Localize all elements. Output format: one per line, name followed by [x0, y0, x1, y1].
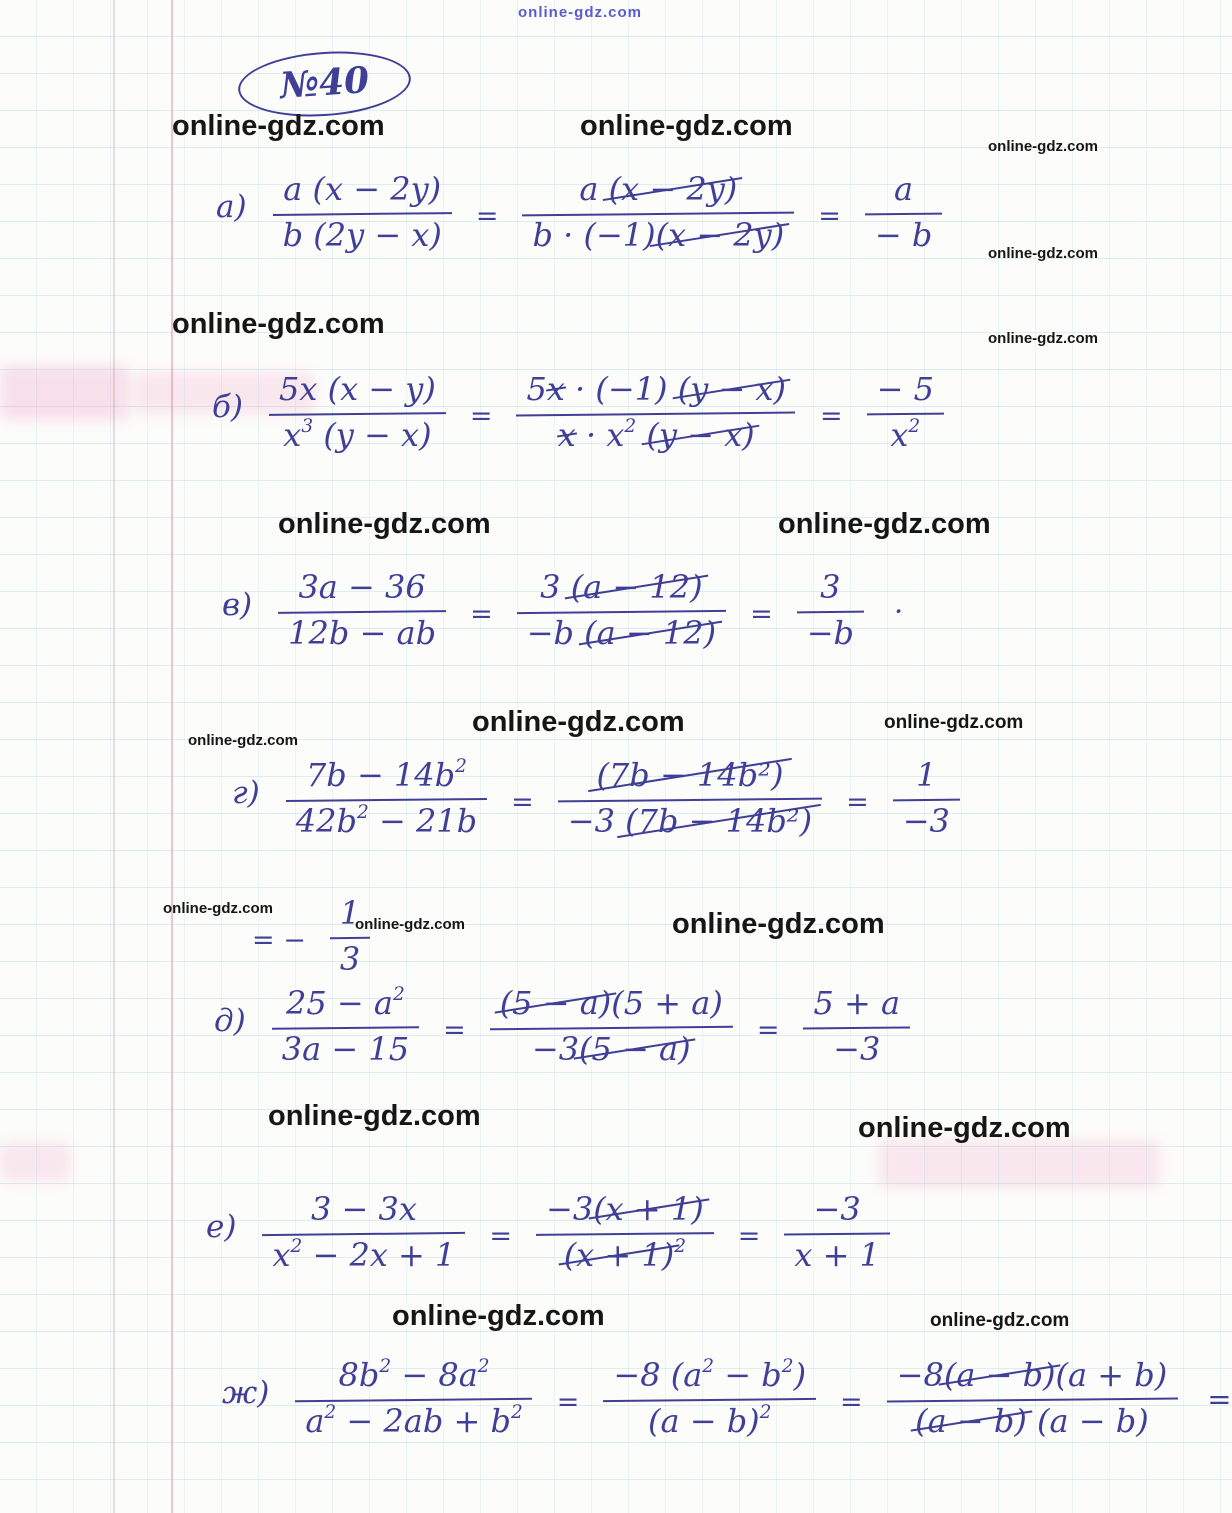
numerator — [906, 758, 946, 794]
term: 2 — [781, 1356, 794, 1377]
equals-sign: = — [818, 201, 841, 233]
cancelled-term: (a − b) — [943, 1356, 1056, 1394]
cancelled-term: (a − 12) — [584, 613, 717, 652]
problem-number: №40 — [236, 46, 413, 122]
term: −3 — [813, 1190, 861, 1228]
term: − 2ab + b — [336, 1401, 511, 1440]
watermark: online-gdz.com — [858, 1112, 1071, 1144]
denominator — [522, 215, 794, 254]
watermark: online-gdz.com — [518, 4, 642, 21]
numerator — [269, 372, 446, 408]
denominator — [273, 415, 441, 454]
equation-row — [222, 1358, 1232, 1440]
problem-label: а) — [216, 188, 247, 225]
term: −3 — [546, 1190, 594, 1228]
fraction — [603, 1358, 816, 1440]
problem-label: б) — [212, 388, 244, 425]
numerator — [867, 372, 944, 408]
term: − 2x + 1 — [302, 1235, 456, 1274]
numerator — [804, 1192, 871, 1228]
term: − 21b — [368, 801, 478, 840]
fraction-bar — [867, 412, 944, 415]
cancelled-term: x — [557, 415, 576, 454]
term — [636, 416, 646, 454]
denominator — [272, 1029, 419, 1068]
term: 8b — [338, 1356, 380, 1394]
fraction — [286, 758, 487, 840]
term: 2 — [455, 756, 467, 777]
denominator — [558, 801, 822, 840]
denominator — [554, 1235, 696, 1274]
watermark: online-gdz.com — [172, 308, 385, 340]
term: 2 — [702, 1356, 715, 1377]
denominator — [517, 613, 726, 652]
denominator — [278, 613, 446, 652]
term: 25 − a — [286, 984, 393, 1022]
watermark: online-gdz.com — [392, 1300, 605, 1332]
term: 1 — [916, 756, 937, 794]
problem-label: ж) — [222, 1374, 270, 1411]
term: 2 — [674, 1235, 687, 1257]
equals-sign: = — [475, 201, 499, 233]
term: a (x − 2y) — [283, 170, 442, 208]
term: 2 — [392, 984, 405, 1005]
equals-sign: = — [756, 1015, 780, 1047]
watermark: online-gdz.com — [472, 706, 685, 738]
fraction — [295, 1358, 532, 1440]
numerator — [887, 1358, 1178, 1394]
ink-bleed-smudge — [0, 365, 130, 420]
fraction — [490, 986, 733, 1068]
term: 2 — [356, 801, 369, 823]
fraction-bar — [893, 798, 960, 801]
cancelled-term: x — [546, 370, 565, 408]
denominator — [893, 801, 960, 840]
cancelled-term: (x − 2y) — [608, 170, 738, 208]
paper-crease-line — [113, 0, 115, 1513]
cancelled-term: (7b − 14b²) — [596, 756, 784, 794]
cancelled-term: (a − 12) — [570, 568, 703, 606]
equals-sign: = — [846, 787, 869, 819]
numerator — [569, 172, 747, 208]
ink-bleed-smudge — [878, 1140, 1161, 1188]
term: − b — [714, 1356, 782, 1394]
term: − 5 — [876, 370, 934, 408]
denominator — [273, 215, 452, 254]
term: ) — [793, 1356, 807, 1394]
numerator — [530, 570, 712, 606]
notebook-margin-line — [171, 0, 173, 1513]
equation-row — [222, 570, 903, 652]
term: a — [894, 170, 914, 208]
term: 2 — [324, 1401, 337, 1423]
fraction — [887, 1358, 1178, 1440]
watermark: online-gdz.com — [580, 110, 793, 142]
equation-row — [232, 758, 960, 840]
term: −3 — [833, 1029, 881, 1068]
denominator — [295, 1401, 532, 1440]
term: 2 — [477, 1356, 490, 1377]
term: (y − x) — [313, 415, 432, 454]
numerator — [288, 570, 435, 606]
term: 2 — [624, 415, 637, 437]
term: 5x (x − y) — [279, 370, 436, 408]
equals-sign: = — [470, 599, 493, 631]
cancelled-term: (x + 1) — [563, 1235, 675, 1274]
trailing-mark: = — [1207, 1381, 1232, 1416]
numerator — [273, 172, 451, 208]
denominator — [880, 415, 930, 454]
numerator — [803, 986, 910, 1022]
denominator — [905, 1401, 1159, 1440]
term: (5 + a) — [611, 984, 723, 1022]
term: 3a − 36 — [298, 568, 426, 606]
watermark: online-gdz.com — [163, 900, 273, 917]
numerator — [329, 1358, 500, 1394]
denominator — [330, 939, 370, 978]
ink-bleed-smudge — [0, 1142, 70, 1182]
term: a — [579, 170, 609, 208]
term: 2 — [908, 415, 921, 437]
problem-label: д) — [214, 1002, 246, 1039]
trailing-mark: · — [894, 593, 904, 628]
watermark: online-gdz.com — [172, 110, 385, 142]
equals-sign: = — [489, 1221, 513, 1253]
denominator — [522, 1029, 701, 1068]
term: 12b − ab — [288, 613, 437, 652]
fraction — [516, 372, 795, 454]
denominator — [286, 801, 487, 840]
equals-sign: = — [750, 599, 773, 631]
denominator — [262, 1235, 465, 1274]
watermark: online-gdz.com — [672, 908, 885, 940]
fraction-bar — [330, 937, 370, 939]
fraction — [865, 172, 942, 254]
equals-sign: = — [819, 401, 843, 433]
term: −3 — [567, 801, 626, 840]
term: − b — [874, 215, 933, 254]
cancelled-term: (7b − 14b²) — [625, 801, 813, 840]
term: −b — [806, 613, 854, 652]
cancelled-term: (x − 2y) — [655, 215, 785, 254]
fraction-bar — [803, 1026, 910, 1029]
term: −8 — [896, 1356, 944, 1394]
equation-row — [214, 986, 910, 1068]
fraction — [522, 172, 794, 254]
equation-row — [206, 1192, 890, 1274]
term: 5 — [526, 370, 547, 408]
equation-row — [216, 172, 942, 254]
watermark: online-gdz.com — [268, 1100, 481, 1132]
fraction — [272, 986, 419, 1068]
equals-sign: = — [469, 401, 493, 433]
term: − 8a — [391, 1356, 478, 1394]
numerator — [884, 172, 923, 208]
fraction — [867, 372, 944, 454]
term: 42b — [295, 801, 357, 840]
term: −8 (a — [613, 1356, 703, 1394]
problem-label: г) — [232, 774, 260, 811]
numerator — [516, 372, 795, 408]
term: (a + b) — [1055, 1356, 1168, 1394]
term: x — [890, 415, 909, 454]
equals-sign: = — [511, 787, 534, 819]
term: b · (−1) — [532, 215, 656, 254]
cancelled-term: (y − x) — [646, 415, 755, 454]
term: 3 — [820, 568, 841, 606]
equals-sign: = — [443, 1015, 466, 1047]
term: · x — [575, 415, 625, 454]
term: −b — [526, 613, 585, 652]
problem-label: е) — [206, 1208, 237, 1245]
denominator — [548, 415, 765, 454]
term: x — [283, 415, 302, 454]
watermark: online-gdz.com — [778, 508, 991, 540]
denominator — [638, 1401, 782, 1440]
fraction — [536, 1192, 714, 1274]
fraction — [784, 1192, 890, 1274]
problem-label: в) — [222, 586, 253, 623]
cancelled-term: (5 − a) — [579, 1029, 691, 1068]
numerator — [276, 986, 415, 1022]
term: 3 — [540, 568, 571, 606]
denominator — [823, 1029, 890, 1068]
cancelled-term: (5 − a) — [499, 984, 612, 1022]
equation-row — [252, 896, 370, 978]
numerator — [296, 758, 477, 794]
numerator — [810, 570, 850, 606]
term: 3 — [339, 939, 361, 978]
denominator — [865, 215, 942, 254]
term: 3a − 15 — [281, 1029, 410, 1068]
term: 2 — [290, 1235, 303, 1257]
watermark: online-gdz.com — [988, 330, 1098, 347]
term: (a − b) — [647, 1401, 760, 1440]
fraction — [558, 758, 822, 840]
fraction — [893, 758, 960, 840]
equals-sign: = — [737, 1221, 761, 1253]
equals-sign: = − — [252, 925, 306, 957]
fraction-bar — [865, 212, 942, 215]
fraction — [273, 172, 452, 254]
term: −3 — [531, 1029, 580, 1068]
numerator — [330, 896, 370, 932]
term: 2 — [379, 1356, 392, 1377]
term: −3 — [902, 801, 950, 840]
watermark: online-gdz.com — [988, 138, 1098, 155]
numerator — [536, 1192, 714, 1228]
term: x + 1 — [794, 1235, 880, 1274]
numerator — [301, 1192, 427, 1228]
cancelled-term: (a − b) — [915, 1401, 1027, 1440]
watermark: online-gdz.com — [188, 732, 298, 749]
watermark: online-gdz.com — [884, 712, 1024, 733]
numerator — [603, 1358, 816, 1394]
term: 3 — [301, 415, 314, 437]
watermark: online-gdz.com — [355, 916, 465, 933]
term: 2 — [510, 1401, 523, 1423]
term: a — [305, 1401, 325, 1440]
watermark: online-gdz.com — [278, 508, 491, 540]
denominator — [797, 613, 864, 652]
numerator — [490, 986, 733, 1022]
term: 5 + a — [813, 984, 901, 1022]
term: 7b − 14b — [305, 756, 456, 794]
equals-sign: = — [556, 1387, 580, 1419]
fraction — [330, 896, 370, 978]
term: x — [272, 1235, 291, 1274]
fraction-bar — [797, 610, 864, 613]
term: (a − b) — [1026, 1401, 1149, 1440]
fraction — [517, 570, 726, 652]
term: · (−1) — [564, 370, 678, 408]
fraction — [803, 986, 910, 1068]
term: 3 − 3x — [310, 1190, 417, 1228]
numerator — [586, 758, 793, 794]
fraction — [797, 570, 864, 652]
equals-sign: = — [840, 1387, 863, 1419]
cancelled-term: (x + 1) — [593, 1190, 704, 1228]
cancelled-term: (y − x) — [677, 370, 786, 408]
fraction — [269, 372, 446, 454]
fraction — [262, 1192, 465, 1274]
watermark: online-gdz.com — [988, 245, 1098, 262]
term: 2 — [759, 1401, 772, 1423]
watermark: online-gdz.com — [930, 1310, 1070, 1331]
denominator — [784, 1235, 890, 1274]
fraction — [278, 570, 446, 652]
term: b (2y − x) — [282, 215, 442, 254]
equation-row — [212, 372, 944, 454]
term: 1 — [339, 894, 361, 932]
